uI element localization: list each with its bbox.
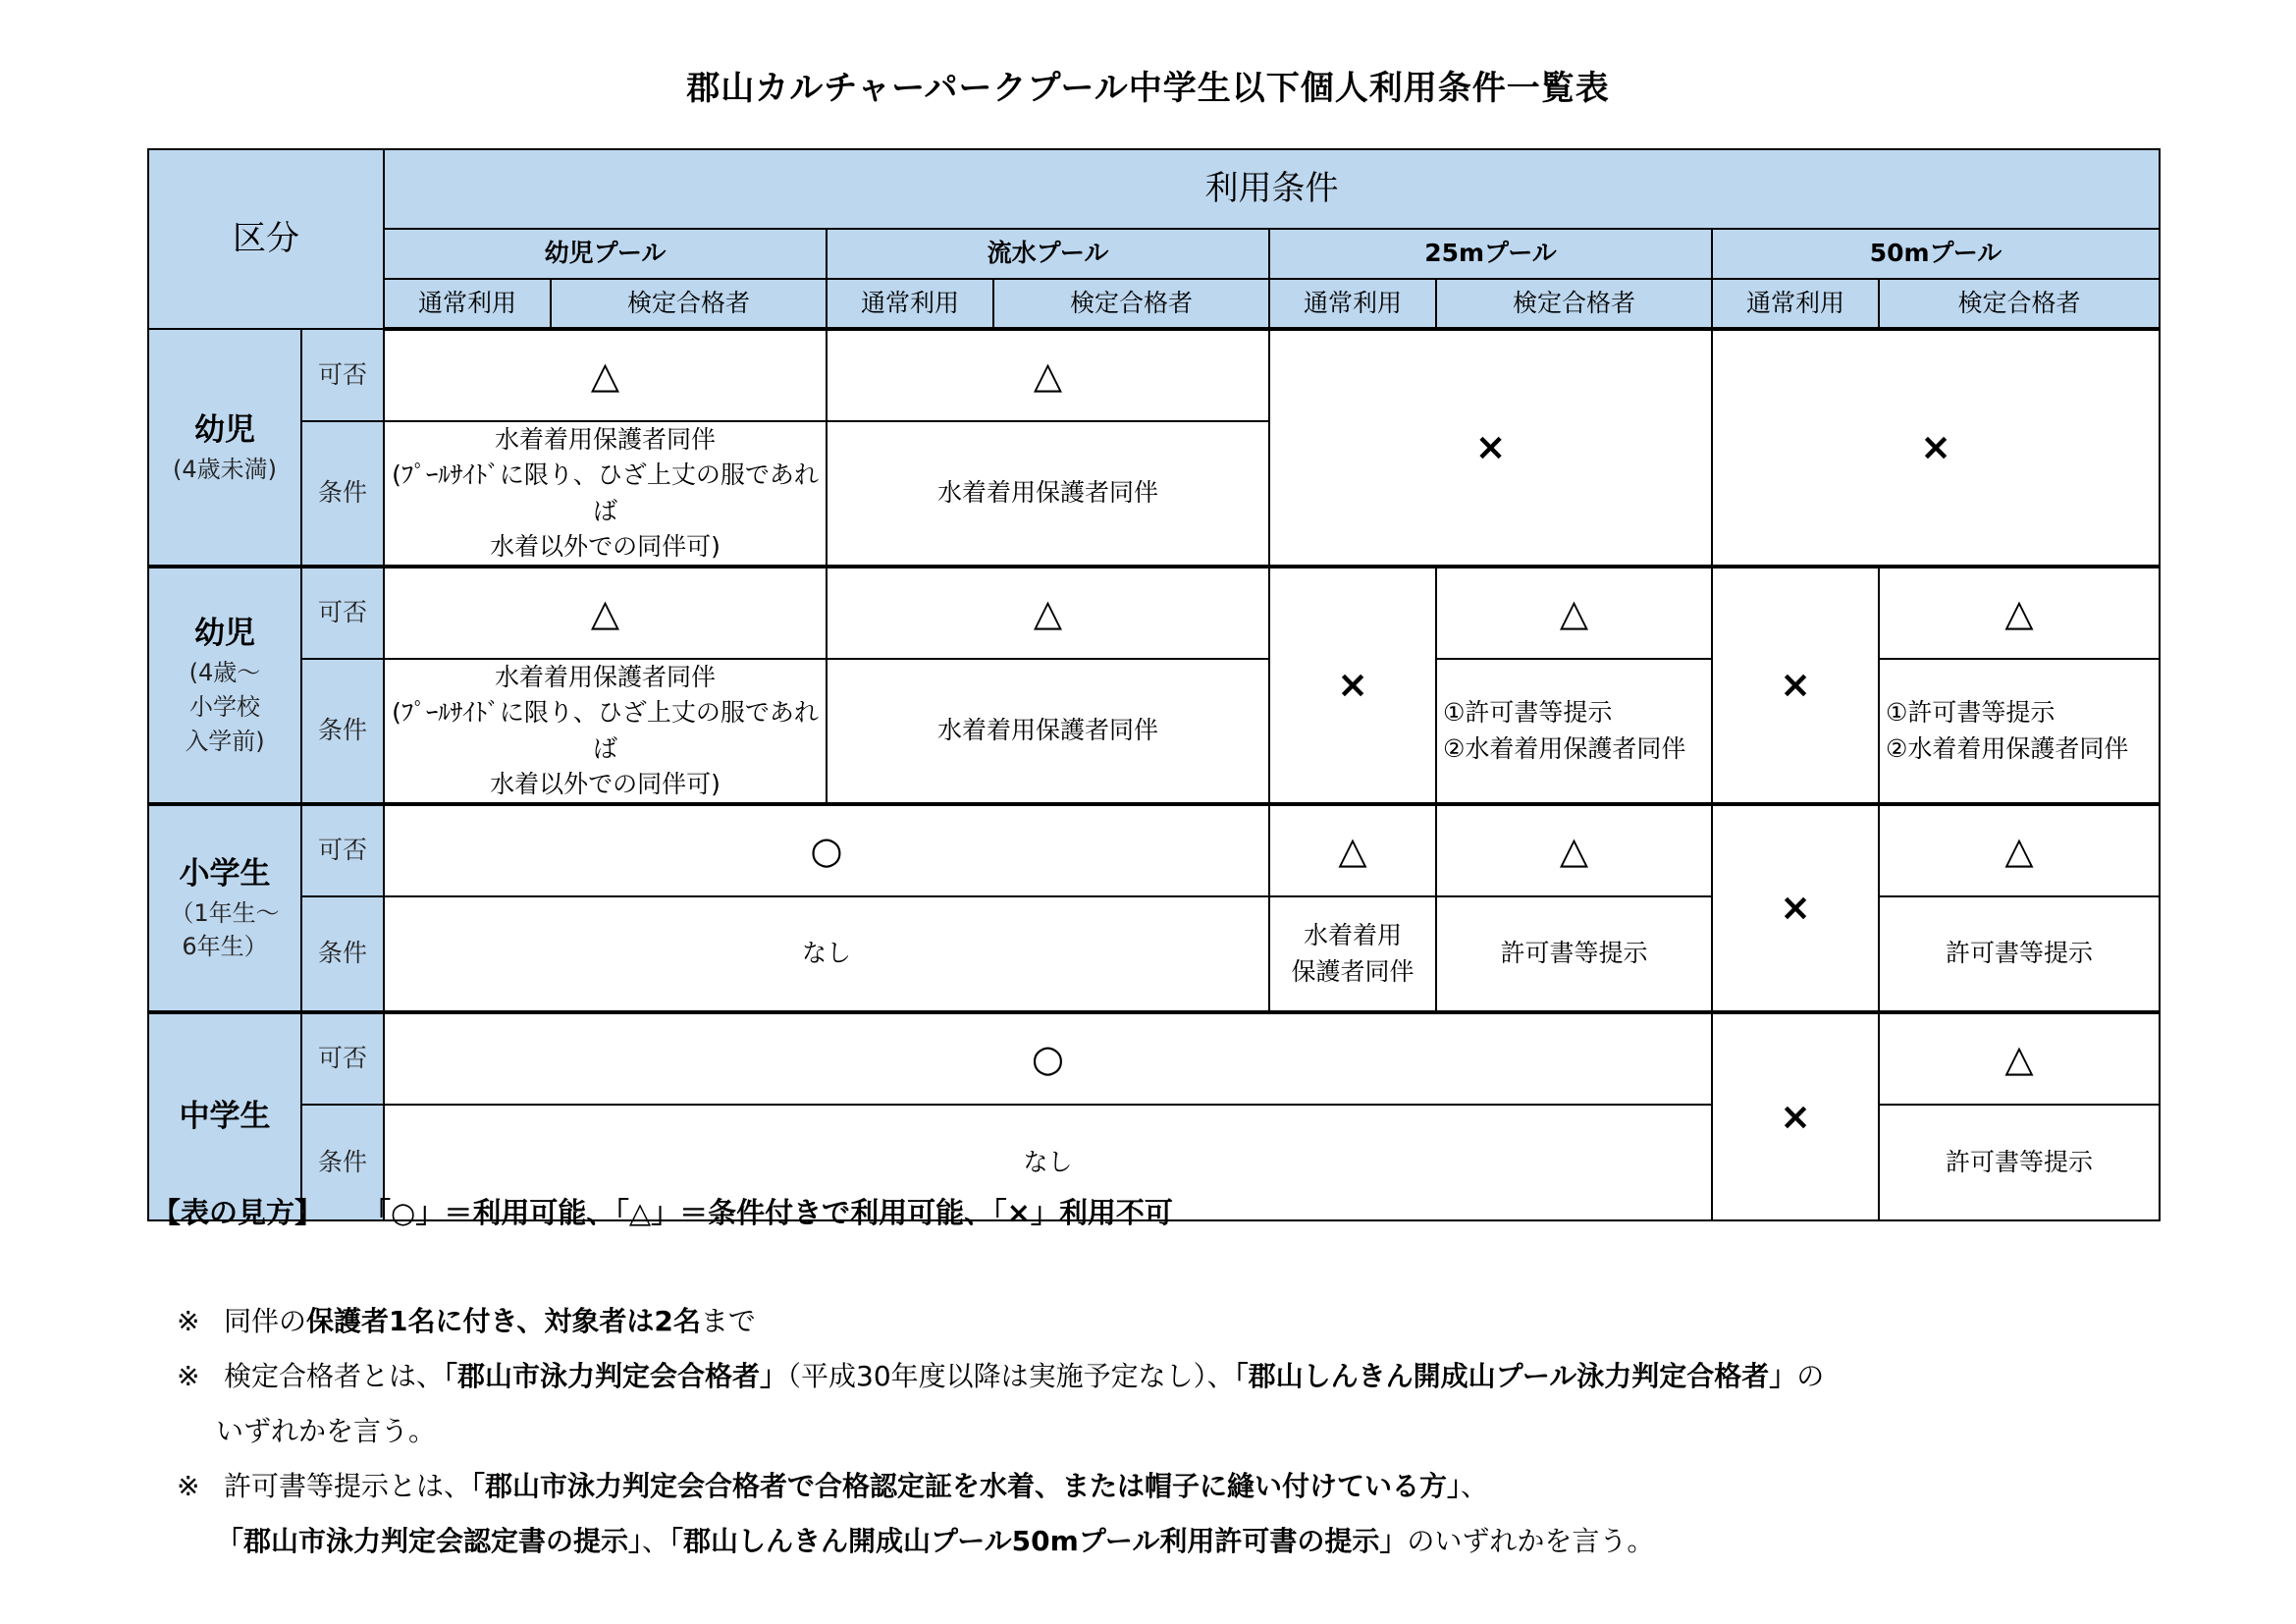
row-label-kahi: 可否 (301, 329, 384, 421)
note-2: ※ 検定合格者とは、「郡山市泳力判定会合格者」（平成30年度以降は実施予定なし）、「郡山しんきん開成山プール泳力判定合格者」の (177, 1360, 1825, 1392)
cell-condition: 水着着用 保護者同伴 (1269, 896, 1436, 1012)
cell-kahi: × (1269, 567, 1436, 804)
cell-condition: ①許可書等提示 ②水着着用保護者同伴 (1436, 659, 1712, 804)
note-2-cont: いずれかを言う。 (216, 1415, 437, 1447)
cell-condition: 水着着用保護者同伴 (ﾌﾟｰﾙｻｲﾄﾞに限り、ひざ上丈の服であれば 水着以外での同伴可) (384, 421, 827, 567)
header-pool-youji: 幼児プール (384, 229, 827, 279)
row-label-joken: 条件 (301, 1105, 384, 1220)
conditions-table (147, 148, 2161, 1221)
cell-kahi: △ (1879, 567, 2160, 659)
header-passed: 検定合格者 (1879, 279, 2160, 329)
cell-condition: 水着着用保護者同伴 (ﾌﾟｰﾙｻｲﾄﾞに限り、ひざ上丈の服であれば 水着以外での同伴可) (384, 659, 827, 804)
legend-text: 「○」＝利用可能、「△」＝条件付きで利用可能、「×」利用不可 (362, 1196, 1173, 1229)
header-pool-ryusui: 流水プール (827, 229, 1269, 279)
category-infant-4-preschool: 幼児 (4歳～ 小学校 入学前) (148, 567, 301, 804)
cell-kahi: ○ (384, 1012, 1712, 1105)
header-normal: 通常利用 (827, 279, 993, 329)
cell-kahi: × (1712, 329, 2160, 567)
cell-condition: ①許可書等提示 ②水着着用保護者同伴 (1879, 659, 2160, 804)
header-normal: 通常利用 (384, 279, 551, 329)
header-passed: 検定合格者 (993, 279, 1269, 329)
header-riyo-joken: 利用条件 (384, 149, 2160, 229)
row-label-joken: 条件 (301, 421, 384, 567)
cell-kahi: △ (827, 567, 1269, 659)
cell-condition: 水着着用保護者同伴 (827, 421, 1269, 567)
notes (177, 1294, 1824, 1569)
legend-label: 【表の見方】 (152, 1196, 324, 1229)
cell-condition: なし (384, 896, 1269, 1012)
cell-kahi: △ (1436, 804, 1712, 896)
header-pool-25m: 25mプール (1269, 229, 1712, 279)
cell-kahi: ○ (384, 804, 1269, 896)
note-3: ※ 許可書等提示とは、「郡山市泳力判定会合格者で合格認定証を水着、または帽子に縫い付けている方」、 (177, 1470, 1489, 1502)
cell-kahi: △ (1879, 1012, 2160, 1105)
cell-condition: なし (384, 1105, 1712, 1220)
row-label-kahi: 可否 (301, 567, 384, 659)
row-label-joken: 条件 (301, 896, 384, 1012)
category-infant-under4: 幼児 (4歳未満) (148, 329, 301, 567)
cell-condition: 許可書等提示 (1879, 1105, 2160, 1220)
page-title: 郡山カルチャーパークプール中学生以下個人利用条件一覧表 (686, 69, 1610, 108)
cell-condition: 許可書等提示 (1436, 896, 1712, 1012)
cell-condition: 許可書等提示 (1879, 896, 2160, 1012)
row-label-kahi: 可否 (301, 804, 384, 896)
header-kubun: 区分 (148, 149, 384, 329)
note-1: ※ 同伴の保護者1名に付き、対象者は2名まで (177, 1305, 756, 1337)
cell-kahi: △ (384, 567, 827, 659)
header-normal: 通常利用 (1712, 279, 1879, 329)
note-3-cont: 「郡山市泳力判定会認定書の提示」、「郡山しんきん開成山プール50mプール利用許可書の提示」のいずれかを言う。 (216, 1525, 1655, 1557)
category-elementary: 小学生 （1年生～ 6年生） (148, 804, 301, 1012)
cell-kahi: △ (1436, 567, 1712, 659)
row-label-kahi: 可否 (301, 1012, 384, 1105)
cell-kahi: × (1269, 329, 1712, 567)
legend (152, 1191, 1173, 1231)
cell-kahi: × (1712, 1012, 1879, 1220)
cell-kahi: △ (1879, 804, 2160, 896)
cell-kahi: △ (1269, 804, 1436, 896)
cell-kahi: × (1712, 567, 1879, 804)
cell-kahi: △ (827, 329, 1269, 421)
cell-kahi: △ (384, 329, 827, 421)
header-normal: 通常利用 (1269, 279, 1436, 329)
header-passed: 検定合格者 (1436, 279, 1712, 329)
category-junior-high: 中学生 (148, 1012, 301, 1220)
row-label-joken: 条件 (301, 659, 384, 804)
cell-condition: 水着着用保護者同伴 (827, 659, 1269, 804)
header-pool-50m: 50mプール (1712, 229, 2160, 279)
cell-kahi: × (1712, 804, 1879, 1012)
header-passed: 検定合格者 (551, 279, 827, 329)
